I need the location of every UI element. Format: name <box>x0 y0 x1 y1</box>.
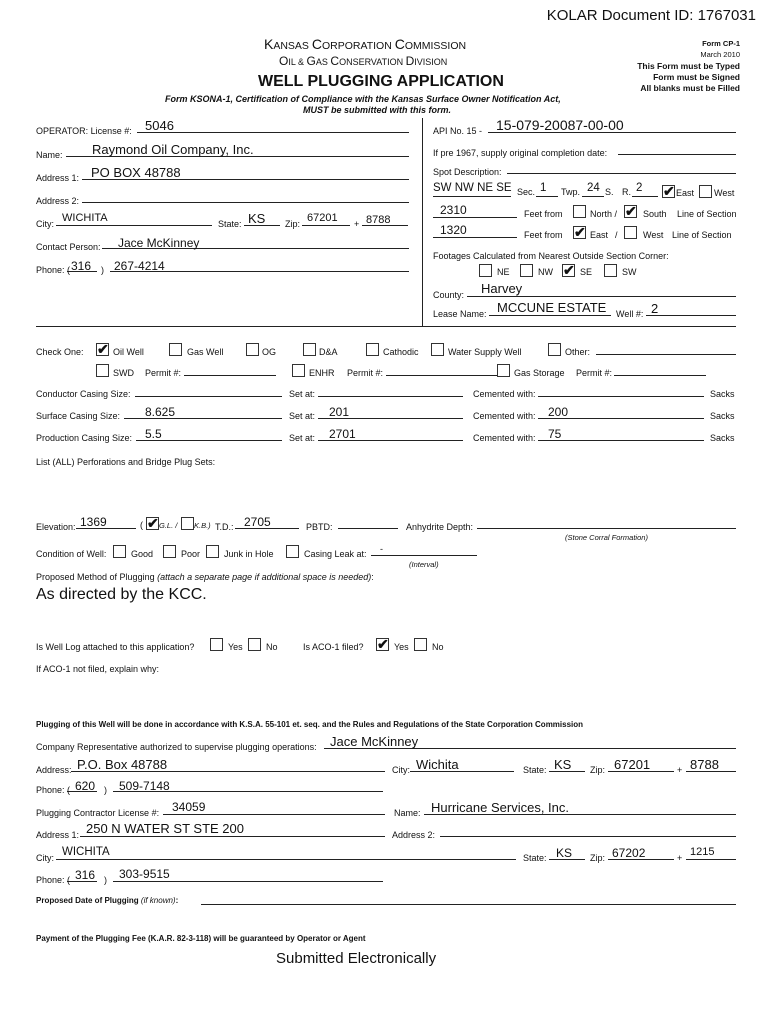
south-checkbox[interactable]: ✔ <box>625 203 637 219</box>
operator-name-field[interactable]: Raymond Oil Company, Inc. <box>92 142 254 157</box>
gl-label: G.L. / <box>159 521 178 530</box>
swd-permit-label: Permit #: <box>145 368 182 378</box>
contractor-license-label: Plugging Contractor License #: <box>36 808 160 818</box>
rep-name-field[interactable]: Jace McKinney <box>330 734 419 749</box>
well-log-no-label: No <box>266 642 278 652</box>
poor-label: Poor <box>181 549 201 559</box>
enhr-permit-field[interactable] <box>386 375 503 376</box>
line-of-section-label-2: Line of Section <box>672 230 732 240</box>
slash: / <box>615 230 618 240</box>
county-label: County: <box>433 290 465 300</box>
sacks-label-2: Sacks <box>710 411 735 421</box>
west-label: West <box>714 188 735 198</box>
compliance-statement: Plugging of this Well will be done in accordance with K.S.A. 55-101 et. seq. and the Rules and Regulations of the State Corporation Commission <box>36 720 584 729</box>
enhr-checkbox[interactable] <box>292 364 305 377</box>
line-of-section-label: Line of Section <box>677 209 737 219</box>
contractor-phone-label: Phone: ( <box>36 875 71 885</box>
rep-label: Company Representative authorized to supervise plugging operations: <box>36 742 317 752</box>
feet-east-west-field[interactable]: 1320 <box>440 223 467 237</box>
well-number-label: Well #: <box>616 309 644 319</box>
operator-city-field[interactable]: WICHITA <box>62 212 108 224</box>
td-label: T.D.: <box>215 522 234 532</box>
rep-zip-field[interactable]: 67201 <box>614 757 651 772</box>
conductor-cement-field[interactable] <box>538 396 704 397</box>
rep-address-field[interactable]: P.O. Box 48788 <box>77 757 168 772</box>
se-label: SE <box>580 267 593 277</box>
surface-set-field[interactable]: 201 <box>329 405 350 419</box>
se-checkbox[interactable]: ✔ <box>563 262 575 278</box>
feet-north-south-field[interactable]: 2310 <box>440 203 467 217</box>
cemented-label-3: Cemented with: <box>473 433 536 443</box>
division-title: OIL & GAS CONSERVATION DIVISION <box>279 54 448 68</box>
og-checkbox[interactable] <box>246 343 259 356</box>
south-label: South <box>643 209 667 219</box>
anhydrite-depth-label: Anhydrite Depth: <box>406 522 474 532</box>
proposed-date-label: Proposed Date of Plugging (if known): <box>36 896 179 905</box>
agency-title: KANSAS CORPORATION COMMISSION <box>264 36 467 52</box>
note-signed: Form must be Signed <box>653 72 740 82</box>
cemented-label-2: Cemented with: <box>473 411 536 421</box>
contractor-phone-area-field[interactable]: 316 <box>75 868 96 882</box>
aco1-yes-checkbox[interactable]: ✔ <box>377 636 389 652</box>
rep-phone-label: Phone: ( <box>36 785 71 795</box>
rep-address-label: Address: <box>36 765 72 775</box>
zip-label: Zip: <box>285 219 301 229</box>
gas-storage-checkbox[interactable] <box>497 364 510 377</box>
proposed-date-field[interactable] <box>201 904 736 905</box>
surface-casing-label: Surface Casing Size: <box>36 411 121 421</box>
operator-zip-field[interactable]: 67201 <box>307 212 338 224</box>
section-divider <box>36 326 736 327</box>
junk-label: Junk in Hole <box>224 549 274 559</box>
north-label: North / <box>590 209 618 219</box>
form-date: March 2010 <box>700 50 740 59</box>
address2-label: Address 2: <box>36 196 80 206</box>
check-one-label: Check One: <box>36 347 84 357</box>
phone-number-field[interactable]: 267-4214 <box>114 259 165 273</box>
city-label: City: <box>36 219 54 229</box>
gas-well-label: Gas Well <box>187 347 224 357</box>
set-at-label-1: Set at: <box>289 389 316 399</box>
address1-label: Address 1: <box>36 173 80 183</box>
casing-leak-field[interactable]: - <box>380 544 383 554</box>
kb-label: K.B.) <box>194 521 211 530</box>
west-line-label: West <box>643 230 664 240</box>
contractor-city-label: City: <box>36 853 54 863</box>
rep-zip4-field[interactable]: 8788 <box>690 757 719 772</box>
junk-checkbox[interactable] <box>206 545 219 558</box>
production-casing-field[interactable]: 5.5 <box>145 427 162 441</box>
feet-from-label-2: Feet from <box>524 230 563 240</box>
oil-well-checkbox[interactable]: ✔ <box>97 341 109 357</box>
zip-plus: + <box>354 219 360 229</box>
set-at-label-2: Set at: <box>289 411 316 421</box>
contractor-license-field[interactable]: 34059 <box>172 800 206 814</box>
note-filled: All blanks must be Filled <box>640 83 740 93</box>
water-supply-checkbox[interactable] <box>431 343 444 356</box>
pre1967-label: If pre 1967, supply original completion date: <box>433 148 608 158</box>
casing-leak-label: Casing Leak at: <box>304 549 367 559</box>
rep-phone-area-field[interactable]: 620 <box>75 779 96 793</box>
rep-state-label: State: <box>523 765 547 775</box>
aco1-no-label: No <box>432 642 444 652</box>
north-checkbox[interactable] <box>573 205 586 218</box>
sacks-label-1: Sacks <box>710 389 735 399</box>
gas-storage-permit-field[interactable] <box>614 375 706 376</box>
plugging-method-field[interactable]: As directed by the KCC. <box>36 586 207 603</box>
form-subtitle-2: MUST be submitted with this form. <box>303 105 451 115</box>
stone-corral-note: (Stone Corral Formation) <box>565 533 648 542</box>
condition-label: Condition of Well: <box>36 549 107 559</box>
rep-zip-label: Zip: <box>590 765 606 775</box>
nw-label: NW <box>538 267 553 277</box>
sec-label: Sec. <box>517 187 536 197</box>
gas-well-checkbox[interactable] <box>169 343 182 356</box>
contractor-phone-paren: ) <box>104 875 107 885</box>
note-typed: This Form must be Typed <box>637 61 740 71</box>
cemented-label-1: Cemented with: <box>473 389 536 399</box>
sacks-label-3: Sacks <box>710 433 735 443</box>
elevation-field[interactable]: 1369 <box>80 515 107 529</box>
da-checkbox[interactable] <box>303 343 316 356</box>
well-log-no-checkbox[interactable] <box>248 638 261 651</box>
contractor-phone-field[interactable]: 303-9515 <box>119 867 170 881</box>
contractor-name-field[interactable]: Hurricane Services, Inc. <box>431 800 569 815</box>
contractor-state-field[interactable]: KS <box>556 846 573 860</box>
og-label: OG <box>262 347 277 357</box>
gas-storage-label: Gas Storage <box>514 368 565 378</box>
well-log-yes-checkbox[interactable] <box>210 638 223 651</box>
contractor-name-label: Name: <box>394 808 421 818</box>
paren-open: ( <box>140 520 143 530</box>
gl-checkbox[interactable]: ✔ <box>147 515 159 531</box>
east-line-checkbox[interactable]: ✔ <box>574 224 586 240</box>
range-field[interactable]: 2 <box>636 182 643 194</box>
west-line-checkbox[interactable] <box>624 226 637 239</box>
east-label: East <box>676 188 695 198</box>
rep-state-field[interactable]: KS <box>554 757 572 772</box>
enhr-permit-label: Permit #: <box>347 368 384 378</box>
nw-checkbox[interactable] <box>520 264 533 277</box>
elevation-label: Elevation: <box>36 522 76 532</box>
west-checkbox[interactable] <box>699 185 712 198</box>
kb-checkbox[interactable] <box>181 517 194 530</box>
enhr-label: ENHR <box>309 368 335 378</box>
state-label: State: <box>218 219 242 229</box>
perforations-label: List (ALL) Perforations and Bridge Plug Sets: <box>36 457 216 467</box>
phone-label: Phone: ( <box>36 265 71 275</box>
aco1-label: Is ACO-1 filed? <box>303 642 364 652</box>
water-supply-label: Water Supply Well <box>448 347 522 357</box>
api-label: API No. 15 - <box>433 126 483 136</box>
aco1-yes-label: Yes <box>394 642 409 652</box>
phone-area-field[interactable]: 316 <box>71 259 92 273</box>
contractor-city-field[interactable]: WICHITA <box>62 846 110 858</box>
production-casing-label: Production Casing Size: <box>36 433 133 443</box>
form-number: Form CP-1 <box>702 39 740 48</box>
operator-address2-field[interactable] <box>82 202 409 203</box>
method-label: Proposed Method of Plugging (attach a separate page if additional space is needed): <box>36 572 374 582</box>
da-label: D&A <box>319 347 338 357</box>
rep-phone-paren: ) <box>104 785 107 795</box>
production-cement-field[interactable]: 75 <box>548 427 562 441</box>
rep-city-label: City: <box>392 765 410 775</box>
rep-city-field[interactable]: Wichita <box>416 757 459 772</box>
contractor-address1-field[interactable]: 250 N WATER ST STE 200 <box>86 821 244 836</box>
surface-cement-field[interactable]: 200 <box>548 405 569 419</box>
contractor-zip-field[interactable]: 67202 <box>612 846 646 860</box>
sw-checkbox[interactable] <box>604 264 617 277</box>
conductor-casing-label: Conductor Casing Size: <box>36 389 131 399</box>
s-label: S. <box>605 187 614 197</box>
submitted-electronically: Submitted Electronically <box>276 950 437 967</box>
spot-description-field[interactable]: SW NW NE SE <box>433 182 512 194</box>
contractor-zip-label: Zip: <box>590 853 606 863</box>
contractor-address1-label: Address 1: <box>36 830 80 840</box>
footages-label: Footages Calculated from Nearest Outside Section Corner: <box>433 251 669 261</box>
oil-well-label: Oil Well <box>113 347 144 357</box>
anhydrite-depth-field[interactable] <box>477 528 736 529</box>
interval-note: (Interval) <box>409 560 439 569</box>
swd-permit-field[interactable] <box>184 375 276 376</box>
other-field[interactable] <box>596 354 736 355</box>
swd-checkbox[interactable] <box>96 364 109 377</box>
total-depth-field[interactable]: 2705 <box>244 515 271 529</box>
poor-checkbox[interactable] <box>163 545 176 558</box>
section-field[interactable]: 1 <box>540 182 547 194</box>
aco1-explain-label: If ACO-1 not filed, explain why: <box>36 664 160 674</box>
gas-storage-permit-label: Permit #: <box>576 368 613 378</box>
ne-checkbox[interactable] <box>479 264 492 277</box>
good-label: Good <box>131 549 154 559</box>
lease-name-field[interactable]: MCCUNE ESTATE <box>497 300 607 315</box>
form-title: WELL PLUGGING APPLICATION <box>258 73 504 90</box>
surface-casing-field[interactable]: 8.625 <box>145 405 176 419</box>
east-checkbox[interactable]: ✔ <box>663 183 675 199</box>
rep-zip-plus: + <box>677 765 683 775</box>
payment-statement: Payment of the Plugging Fee (K.A.R. 82-3-118) will be guaranteed by Operator or Agent <box>36 934 366 943</box>
swd-label: SWD <box>113 368 134 378</box>
conductor-set-field[interactable] <box>318 396 463 397</box>
production-set-field[interactable]: 2701 <box>329 427 356 441</box>
operator-address1-field[interactable]: PO BOX 48788 <box>91 165 181 180</box>
pbtd-field[interactable] <box>338 528 398 529</box>
phone-paren: ) <box>101 265 104 275</box>
conductor-casing-field[interactable] <box>135 396 282 397</box>
township-field[interactable]: 24 <box>587 182 600 194</box>
cathodic-checkbox[interactable] <box>366 343 379 356</box>
operator-license-field[interactable]: 5046 <box>145 118 174 133</box>
county-field[interactable]: Harvey <box>481 281 523 296</box>
sw-label: SW <box>622 267 637 277</box>
twp-label: Twp. <box>561 187 581 197</box>
r-label: R. <box>622 187 631 197</box>
set-at-label-3: Set at: <box>289 433 316 443</box>
contact-person-field[interactable]: Jace McKinney <box>118 236 200 250</box>
east-line-label: East <box>590 230 609 240</box>
contractor-address2-field[interactable] <box>440 836 736 837</box>
feet-from-label: Feet from <box>524 209 563 219</box>
contractor-address2-label: Address 2: <box>392 830 436 840</box>
contact-label: Contact Person: <box>36 242 101 252</box>
cathodic-label: Cathodic <box>383 347 419 357</box>
form-subtitle-1: Form KSONA-1, Certification of Compliance with the Kansas Surface Owner Notification Act, <box>165 94 561 104</box>
contractor-zip4-field[interactable]: 1215 <box>690 846 715 858</box>
operator-zip4-field[interactable]: 8788 <box>366 214 391 226</box>
contractor-zip-plus: + <box>677 853 683 863</box>
rep-phone-field[interactable]: 509-7148 <box>119 779 170 793</box>
spot-description-label: Spot Description: <box>433 167 502 177</box>
api-number-field[interactable]: 15-079-20087-00-00 <box>496 117 624 133</box>
other-checkbox[interactable] <box>548 343 561 356</box>
document-id: KOLAR Document ID: 1767031 <box>546 7 756 24</box>
well-log-label: Is Well Log attached to this application? <box>36 642 195 652</box>
operator-license-label: OPERATOR: License #: <box>36 126 132 136</box>
good-checkbox[interactable] <box>113 545 126 558</box>
other-label: Other: <box>565 347 591 357</box>
lease-name-label: Lease Name: <box>433 309 487 319</box>
pbtd-label: PBTD: <box>306 522 333 532</box>
name-label: Name: <box>36 150 63 160</box>
operator-state-field[interactable]: KS <box>248 211 266 226</box>
completion-date-field[interactable] <box>618 154 736 155</box>
aco1-no-checkbox[interactable] <box>414 638 427 651</box>
column-divider <box>422 118 423 326</box>
casing-leak-checkbox[interactable] <box>286 545 299 558</box>
well-number-field[interactable]: 2 <box>651 301 659 316</box>
well-log-yes-label: Yes <box>228 642 243 652</box>
ne-label: NE <box>497 267 510 277</box>
contractor-state-label: State: <box>523 853 547 863</box>
